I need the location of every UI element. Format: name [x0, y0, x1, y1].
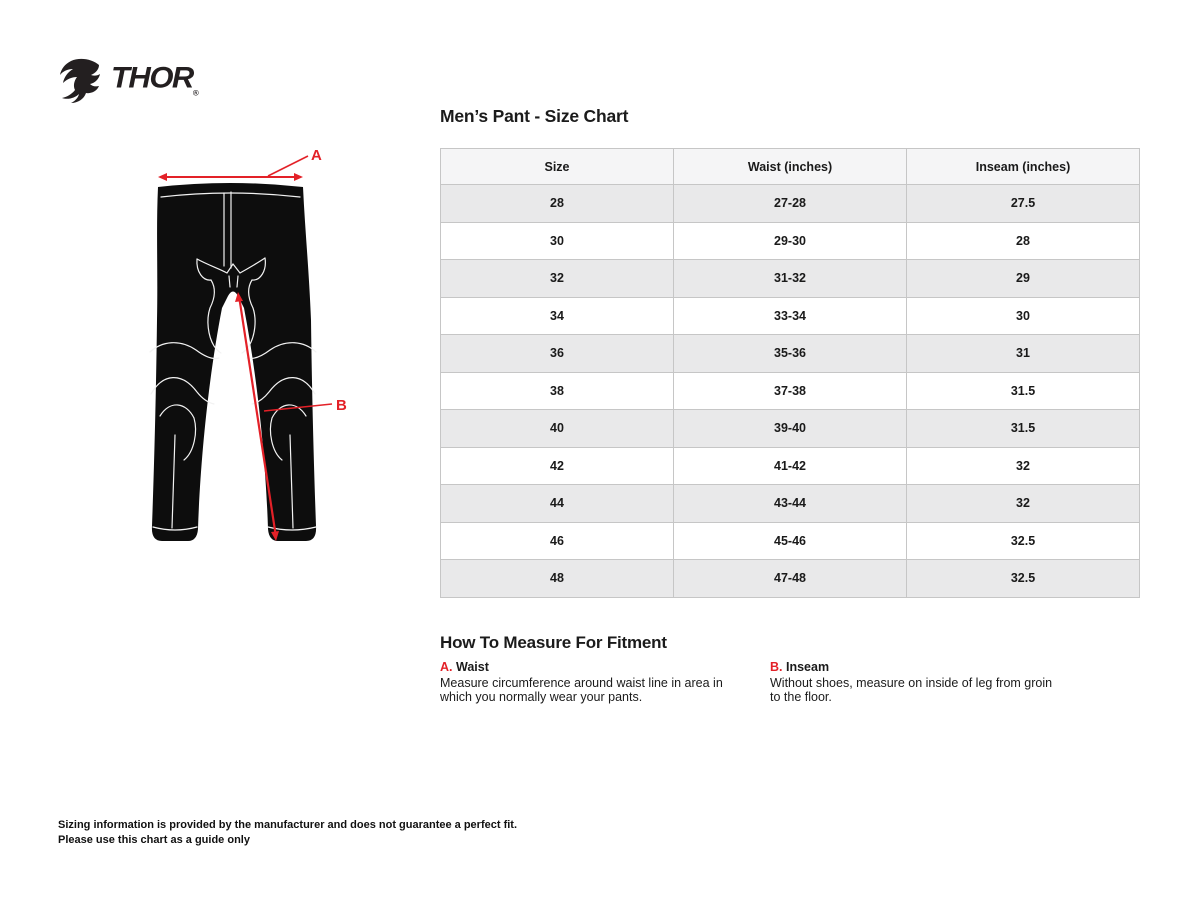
- cell-waist: 29-30: [674, 222, 907, 260]
- table-row: [441, 485, 1140, 523]
- cell-waist: 31-32: [674, 260, 907, 298]
- table-row: [441, 185, 1140, 223]
- waist-description: Measure circumference around waist line in area in which you normally wear your pants.: [440, 675, 723, 705]
- waist-letter: A.: [440, 660, 453, 674]
- column-header-inseam: Inseam (inches): [907, 149, 1140, 185]
- cell-inseam: 30: [907, 297, 1140, 335]
- diagram-label-b: B: [336, 397, 347, 414]
- column-header-waist: Waist (inches): [674, 149, 907, 185]
- disclaimer: [58, 818, 517, 847]
- cell-inseam: 29: [907, 260, 1140, 298]
- inseam-measure-label: [770, 660, 1055, 675]
- cell-inseam: 32.5: [907, 560, 1140, 598]
- cell-waist: 41-42: [674, 447, 907, 485]
- table-header-row: [441, 149, 1140, 185]
- diagram-label-a: A: [311, 147, 322, 164]
- inseam-measure-item: [770, 660, 1055, 705]
- cell-inseam: 32.5: [907, 522, 1140, 560]
- cell-inseam: 31.5: [907, 372, 1140, 410]
- inseam-name: Inseam: [785, 660, 830, 674]
- brand-logo: [54, 56, 199, 104]
- cell-waist: 27-28: [674, 185, 907, 223]
- size-chart-table: [440, 148, 1140, 598]
- table-row: [441, 410, 1140, 448]
- inseam-letter: B.: [770, 660, 783, 674]
- cell-size: 46: [441, 522, 674, 560]
- waist-measure-item: [440, 660, 740, 705]
- table-row: [441, 447, 1140, 485]
- cell-waist: 43-44: [674, 485, 907, 523]
- cell-inseam: 31.5: [907, 410, 1140, 448]
- table-row: [441, 260, 1140, 298]
- cell-waist: 35-36: [674, 335, 907, 373]
- cell-inseam: 27.5: [907, 185, 1140, 223]
- cell-waist: 37-38: [674, 372, 907, 410]
- cell-size: 44: [441, 485, 674, 523]
- disclaimer-line-1: Sizing information is provided by the manufacturer and does not guarantee a perfect fit.: [58, 819, 518, 831]
- cell-size: 42: [441, 447, 674, 485]
- cell-size: 32: [441, 260, 674, 298]
- cell-waist: 39-40: [674, 410, 907, 448]
- column-header-size: Size: [441, 149, 674, 185]
- table-row: [441, 522, 1140, 560]
- table-row: [441, 335, 1140, 373]
- cell-inseam: 28: [907, 222, 1140, 260]
- cell-waist: 45-46: [674, 522, 907, 560]
- registered-mark: ®: [192, 88, 199, 98]
- pants-measurement-diagram: [115, 135, 385, 580]
- cell-waist: 47-48: [674, 560, 907, 598]
- waist-measure-label: [440, 660, 740, 675]
- table-row: [441, 372, 1140, 410]
- cell-size: 38: [441, 372, 674, 410]
- cell-waist: 33-34: [674, 297, 907, 335]
- waist-name: Waist: [455, 660, 489, 674]
- waist-arrow: [158, 156, 308, 181]
- disclaimer-line-2: Please use this chart as a guide only: [58, 833, 250, 846]
- cell-size: 40: [441, 410, 674, 448]
- cell-inseam: 32: [907, 447, 1140, 485]
- cell-size: 36: [441, 335, 674, 373]
- cell-size: 34: [441, 297, 674, 335]
- size-chart-title: Men’s Pant - Size Chart: [440, 106, 629, 126]
- thor-goat-icon: [54, 56, 108, 104]
- table-row: [441, 560, 1140, 598]
- cell-inseam: 32: [907, 485, 1140, 523]
- table-row: [441, 297, 1140, 335]
- table-row: [441, 222, 1140, 260]
- cell-inseam: 31: [907, 335, 1140, 373]
- how-to-measure-heading: How To Measure For Fitment: [440, 633, 667, 652]
- inseam-description: Without shoes, measure on inside of leg from groin to the floor.: [770, 675, 1053, 705]
- cell-size: 48: [441, 560, 674, 598]
- cell-size: 28: [441, 185, 674, 223]
- thor-wordmark: $THOR_®$: [111, 60, 199, 98]
- cell-size: 30: [441, 222, 674, 260]
